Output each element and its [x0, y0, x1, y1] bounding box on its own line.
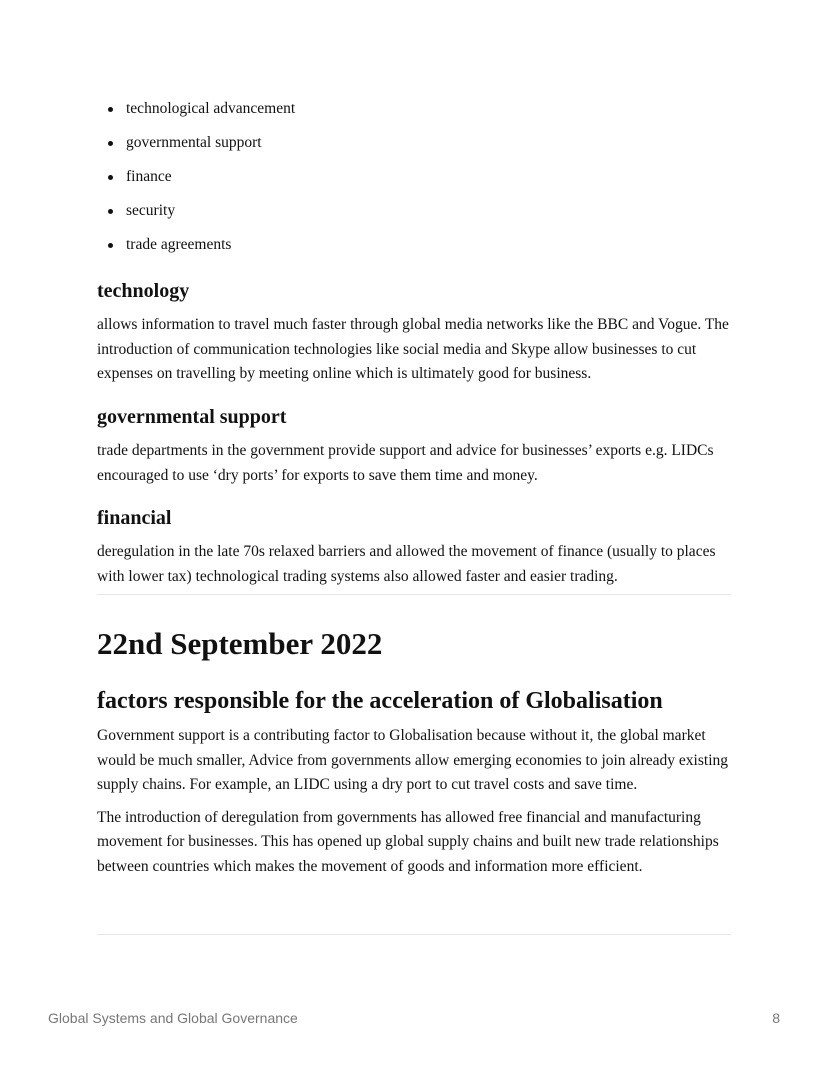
list-item — [97, 234, 731, 268]
technology-heading: technology — [97, 280, 190, 302]
list-item-text: security — [126, 202, 176, 219]
factor-list — [97, 98, 731, 268]
technology-section — [97, 278, 731, 387]
bullet-icon — [108, 243, 113, 248]
list-item — [97, 132, 731, 166]
section-divider — [97, 934, 731, 935]
financial-heading: financial — [97, 507, 172, 529]
bullet-icon — [108, 141, 113, 146]
page-number: 8 — [772, 1010, 780, 1026]
acceleration-section — [97, 686, 731, 879]
date-heading: 22nd September 2022 — [97, 626, 383, 661]
list-item-text: governmental support — [126, 134, 262, 151]
date-heading-block — [97, 625, 731, 663]
list-item — [97, 200, 731, 234]
list-item-text: trade agreements — [126, 236, 232, 253]
bullet-icon — [108, 107, 113, 112]
technology-text: allows information to travel much faster through global media networks like the BBC and Vogue. The introduction of communication technologies like social media and Skype allow businesses to cut expenses on travelling by meeting online which is ultimately good for business. — [97, 316, 729, 382]
list-item — [97, 98, 731, 132]
acceleration-paragraph-1: Government support is a contributing factor to Globalisation because without it, the global market would be much smaller, Advice from governments allow emerging economies to join already existing supply chains. For example, an LIDC using a dry port to cut travel costs and save time. — [97, 727, 728, 793]
governmental-support-text: trade departments in the government provide support and advice for businesses’ exports e.g. LIDCs encouraged to use ‘dry ports’ for exports to save them time and money. — [97, 442, 714, 484]
list-item — [97, 166, 731, 200]
financial-text: deregulation in the late 70s relaxed barriers and allowed the movement of finance (usually to places with lower tax) technological trading systems also allowed faster and easier trading. — [97, 543, 716, 585]
acceleration-heading: factors responsible for the acceleration of Globalisation — [97, 688, 663, 714]
governmental-support-section — [97, 404, 731, 488]
list-item-text: technological advancement — [126, 100, 296, 117]
bullet-icon — [108, 175, 113, 180]
section-divider — [97, 594, 731, 595]
footer-title: Global Systems and Global Governance — [48, 1010, 298, 1026]
bullet-icon — [108, 209, 113, 214]
list-item-text: finance — [126, 168, 172, 185]
acceleration-paragraph-2: The introduction of deregulation from governments has allowed free financial and manufacturing movement for businesses. This has opened up global supply chains and built new trade relationships between countries which makes the movement of goods and information more efficient. — [97, 808, 719, 875]
financial-section — [97, 505, 731, 589]
governmental-support-heading: governmental support — [97, 406, 287, 428]
